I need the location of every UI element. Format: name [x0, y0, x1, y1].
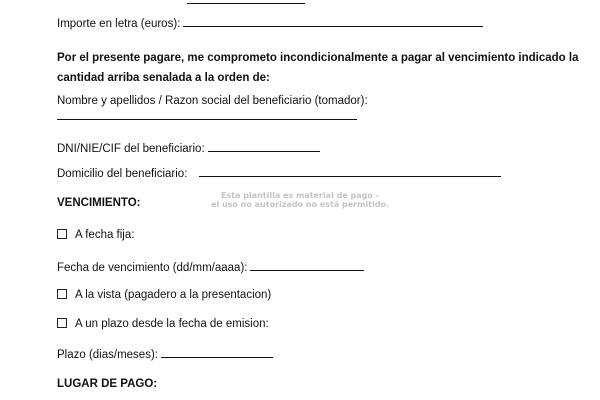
- option-label: A fecha fija:: [75, 229, 135, 241]
- promise-text-2: cantidad arriba senalada a la orden de:: [57, 72, 270, 84]
- beneficiary-name-field[interactable]: [57, 108, 357, 124]
- term-field[interactable]: [161, 346, 273, 358]
- payment-place-heading: LUGAR DE PAGO:: [57, 378, 158, 390]
- beneficiary-id-label: DNI/NIE/CIF del beneficiario:: [57, 143, 205, 155]
- maturity-date-row: [57, 259, 364, 275]
- option-fixed-date[interactable]: [57, 228, 134, 242]
- maturity-date-field[interactable]: [250, 259, 364, 271]
- notice-line-1: Esta plantilla es material de pago -: [220, 191, 379, 200]
- beneficiary-name-label: Nombre y apellidos / Razon social del beneficiario (tomador):: [57, 95, 368, 107]
- term-label: Plazo (dias/meses):: [57, 349, 158, 361]
- beneficiary-address-field[interactable]: [199, 165, 501, 177]
- notice-line-2: el uso no autorizado no está permitido.: [210, 200, 390, 209]
- checkbox[interactable]: [57, 318, 67, 328]
- amount-words-field[interactable]: [183, 15, 483, 27]
- paid-template-notice: [211, 191, 389, 209]
- maturity-date-label: Fecha de vencimiento (dd/mm/aaaa):: [57, 262, 248, 274]
- amount-words-row: [57, 15, 483, 31]
- option-label: A un plazo desde la fecha de emision:: [75, 318, 269, 330]
- beneficiary-id-row: [57, 140, 320, 156]
- option-label: A la vista (pagadero a la presentacion): [75, 289, 272, 301]
- checkbox[interactable]: [57, 229, 67, 239]
- beneficiary-address-label: Domicilio del beneficiario:: [57, 168, 188, 180]
- beneficiary-address-row: [57, 165, 501, 181]
- maturity-heading: VENCIMIENTO:: [57, 197, 141, 209]
- amount-figures-field[interactable]: [57, 0, 305, 8]
- checkbox[interactable]: [57, 289, 67, 299]
- amount-words-label: Importe en letra (euros):: [57, 18, 181, 30]
- term-row: [57, 346, 273, 362]
- option-sight[interactable]: [57, 288, 271, 302]
- beneficiary-id-field[interactable]: [208, 140, 320, 152]
- promise-text-1: Por el presente pagare, me comprometo incondicionalmente a pagar al vencimiento indicado la: [57, 52, 579, 64]
- option-term[interactable]: [57, 317, 269, 331]
